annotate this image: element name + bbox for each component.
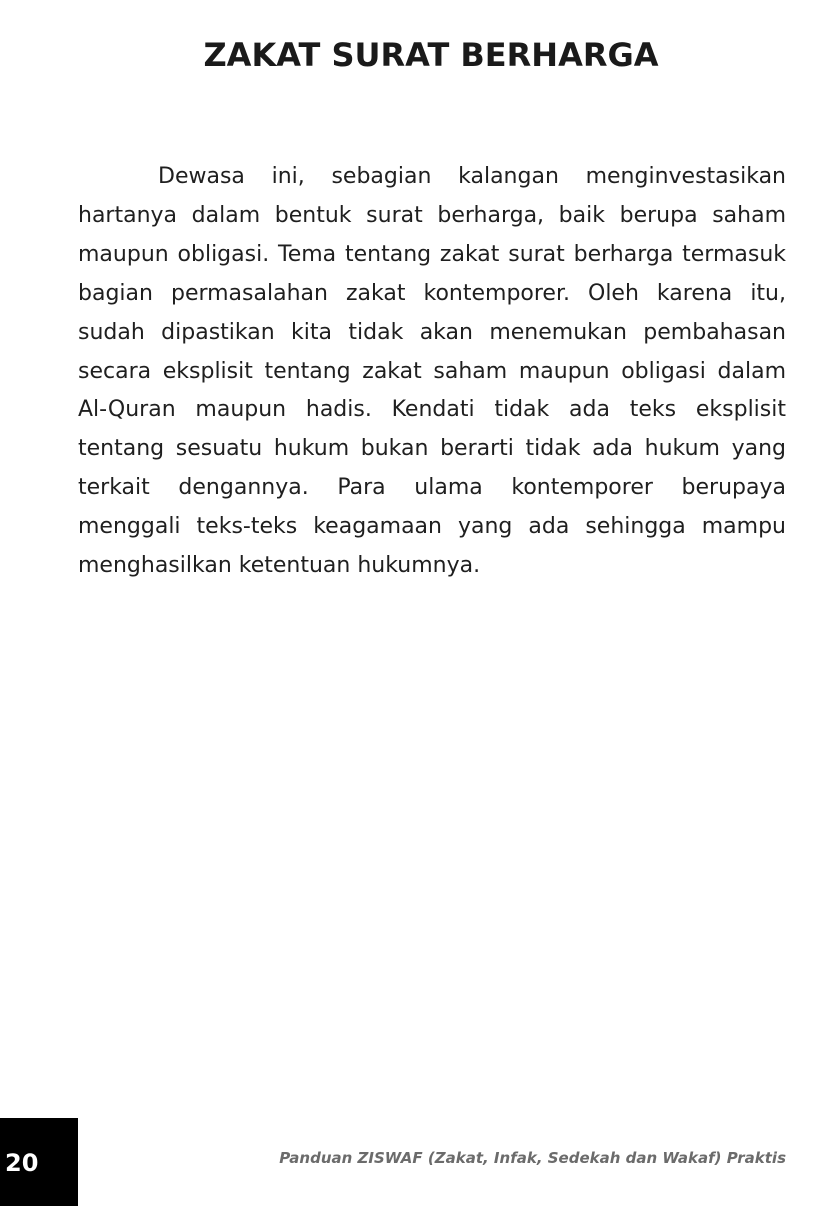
footer-book-title: Panduan ZISWAF (Zakat, Infak, Sedekah dan Wakaf) Praktis (279, 1149, 786, 1167)
page-number: 20 (5, 1149, 39, 1177)
body-paragraph: Dewasa ini, sebagian kalangan menginvestasikan hartanya dalam bentuk surat berharga, baik berupa saham maupun obligasi. Tema tentang zakat surat berharga termasuk bagian permasalahan zakat kontemporer. Oleh karena itu, sudah dipastikan kita tidak akan menemukan pembahasan secara eksplisit tentang zakat saham maupun obligasi dalam Al-Quran maupun hadis. Kendati tidak ada teks eksplisit tentang sesuatu hukum bukan berarti tidak ada hukum yang terkait dengannya. Para ulama kontemporer berupaya menggali teks-teks keagamaan yang ada sehingga mampu menghasilkan ketentuan hukumnya. (78, 164, 786, 579)
page-number-box (0, 1118, 78, 1206)
page-title: ZAKAT SURAT BERHARGA (203, 36, 659, 74)
